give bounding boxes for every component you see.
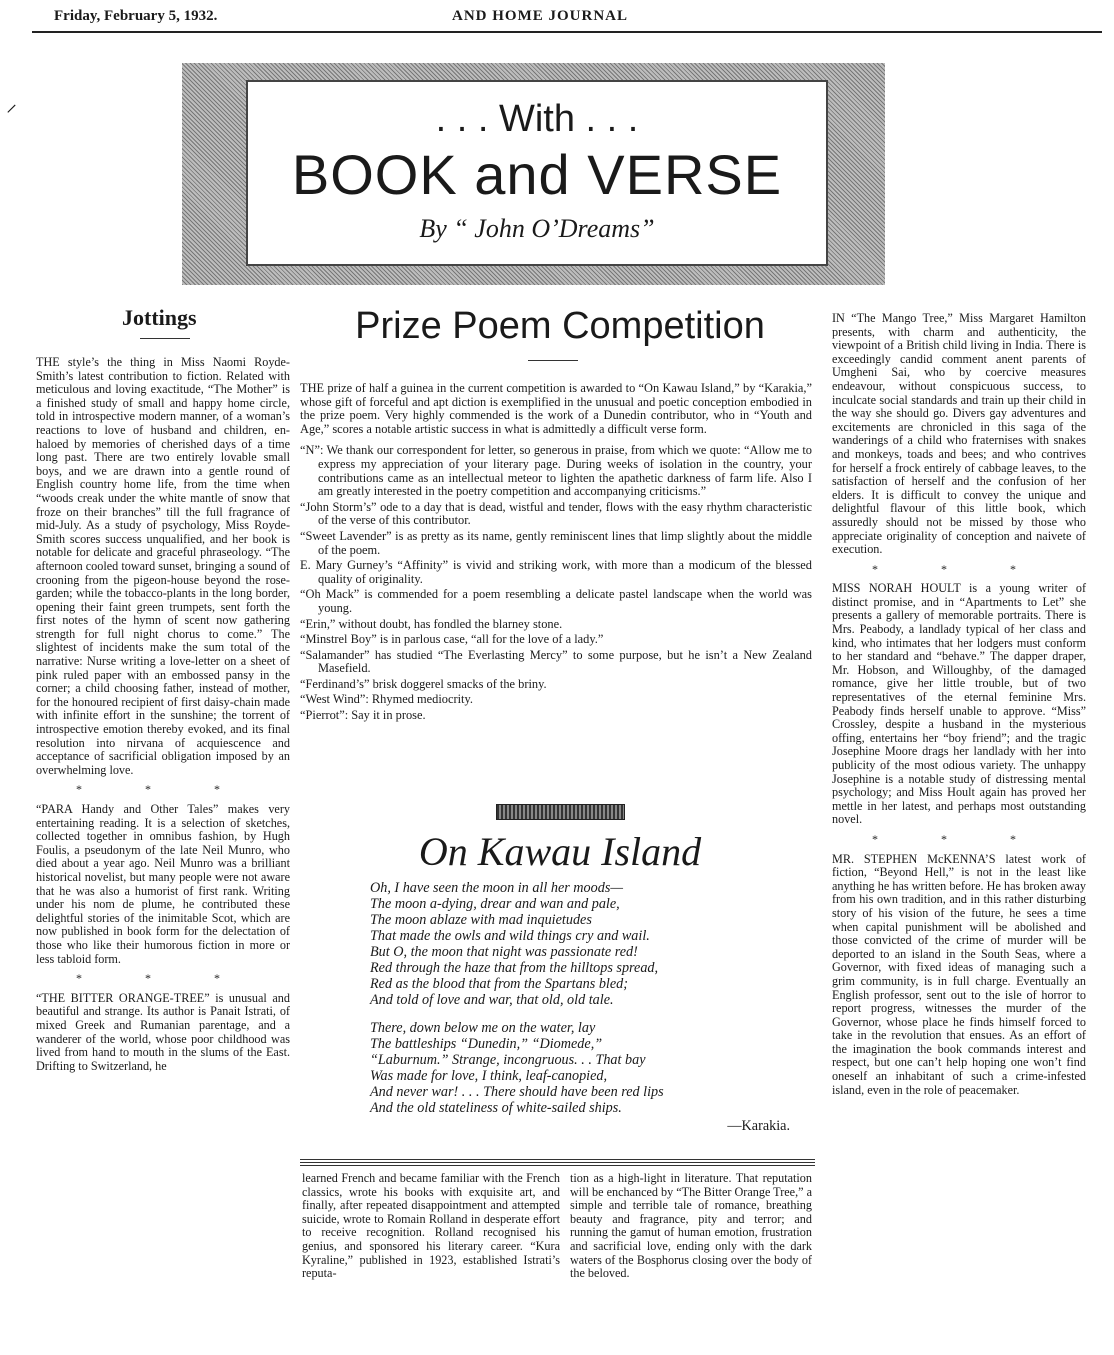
poem-rule xyxy=(300,1159,815,1163)
poem-line: Oh, I have seen the moon in all her moods— xyxy=(370,880,623,896)
margin-mark-icon: ⸝ xyxy=(6,91,18,116)
prize-notes xyxy=(300,444,812,722)
poem-line: And the old stateliness of white-sailed ships. xyxy=(370,1100,622,1116)
poem-line: There, down below me on the water, lay xyxy=(370,1020,596,1036)
poem-line: And never war! . . . There should have been red lips xyxy=(370,1084,664,1100)
poem-rule-thin xyxy=(300,1165,815,1166)
separator-stars: * * * xyxy=(872,831,1046,846)
prize-note: “Erin,” without doubt, has fondled the blarney stone. xyxy=(300,616,563,631)
prize-heading: Prize Poem Competition xyxy=(355,305,765,347)
continuation-col-2 xyxy=(570,1172,812,1283)
continuation-text-2: tion as a high-light in literature. That reputation will be enchanced by “The Bitter Orange Tree,” a simple and terrible tale of romance, breathing beauty and fragrance, pity and terror; and running the gamut of human emotion, frustration and sacrificial love, ending only with the dark waters of the Bosphorus closing over the body of the beloved. xyxy=(570,1171,812,1281)
continuation-text-1: learned French and became familiar with the French classics, wrote his books with exquisite art, and finally, after repeated disappointment and attempted suicide, wrote to Romain Rolland in desperate effort to receive recognition. Rolland recognised his genius, and sponsored his literary career. “Kura Kyraline,” published in 1923, established Istrati’s reputa- xyxy=(302,1171,560,1281)
prize-note: “Oh Mack” is commended for a poem resembling a delicate pastel landscape when the world was young. xyxy=(300,587,812,615)
poem-line: And told of love and war, that old, old tale. xyxy=(370,992,614,1008)
poem-line: But O, the moon that night was passionate red! xyxy=(370,944,638,960)
banner-with: . . . With . . . xyxy=(435,98,639,140)
prize-note: “West Wind”: Rhymed mediocrity. xyxy=(300,692,473,707)
journal-name: AND HOME JOURNAL xyxy=(452,8,628,24)
poem-line: Was made for love, I think, leaf-canopied, xyxy=(370,1068,608,1084)
prize-note: “John Storm’s” ode to a day that is dead, wistful and tender, flows with the easy rhythm characteristic of the verse of this contributor. xyxy=(300,499,812,528)
right-column xyxy=(832,312,1086,1099)
banner-frame xyxy=(246,80,828,266)
prize-rule xyxy=(528,360,578,361)
jottings-heading: Jottings xyxy=(122,305,197,330)
review-norah-hoult: MISS NORAH HOULT is a young writer of distinct promise, and in “Apartments to Let” she presents a gallery of memorable portraits. There is Mrs. Peabody, a landlady typical of her class and kind, who intimates that her lodgers must conform to her standard and “behave.” The dapper draper, Mr. Hobson, and Willoughby, of the damaged romance, give her little trouble, but of two representatives of the eternal feminine Mrs. Peabody finds herself unable to approve. “Miss” Crossley, despite a husband in the mysterious offing, entertains her “boy friend”; and the tragic Josephine Moore drags her landlady with her into publicity of the most odious variety. The unhappy Josephine is a notable study of distressing mental psychology; and Miss Hoult again has proved her mettle in her latest, and perhaps most outstanding novel. xyxy=(832,581,1086,827)
poem-line: The moon ablaze with mad inquietudes xyxy=(370,912,592,928)
prize-intro: THE prize of half a guinea in the current competition is awarded to “On Kawau Island,” by “Karakia,” whose gift of forceful and apt diction is exemplified in the unusual and poetic conception embodied in the prize poem. Very highly commended is the work of a Dunedin contributor, who in “Youth and Age,” scores a notable artistic success in what is admittedly a difficult verse form. xyxy=(300,381,812,436)
poem-line: The moon a-dying, drear and wan and pale, xyxy=(370,896,620,912)
banner-byline: By “ John O’Dreams” xyxy=(419,214,655,243)
jottings-rule xyxy=(140,338,190,339)
separator-stars: * * * xyxy=(76,782,250,797)
poem-stanza-1 xyxy=(370,880,790,1008)
jottings-para-handy: “PARA Handy and Other Tales” makes very entertaining reading. It is a selection of sketches, collected together in omnibus fashion, by Hugh Foulis, a pseudonym of the late Neil Munro, who died about a year ago. Neil Munro was a brilliant historical novelist, but many people were not aware that he was also a humorist of first rank. Writing under his nom de plume, he contributed these delightful stories of the inimitable Scot, which are now published in book form for the delectation of those who like their humorous fiction in more or less tabloid form. xyxy=(36,802,290,966)
page-header xyxy=(32,6,1094,30)
jottings-column xyxy=(36,356,290,1075)
poem-body xyxy=(370,880,790,1134)
separator-stars: * * * xyxy=(872,561,1046,576)
prize-note: “Pierrot”: Say it in prose. xyxy=(300,708,426,723)
header-rule xyxy=(32,31,1102,33)
ornament-divider xyxy=(496,804,625,820)
title-banner xyxy=(182,63,885,285)
poem-line: The battleships “Dunedin,” “Diomede,” xyxy=(370,1036,603,1052)
prize-note: “N”: We thank our correspondent for letter, so generous in praise, from which we quote: “Allow me to express my appreciation of your literary page. During weeks of isolation in the country, your contributions came as an intellectual meteor to lighten the apathetic darkness of farm life. Also I am greatly interested in the poetry competition and accompanying criticisms.” xyxy=(300,443,812,499)
poem-line: Red through the haze that from the hilltops spread, xyxy=(370,960,659,976)
poem-line: Red as the blood that from the Spartans bled; xyxy=(370,976,628,992)
prize-note: “Ferdinand’s” brisk doggerel smacks of the briny. xyxy=(300,676,547,691)
poem-stanza-2 xyxy=(370,1020,790,1116)
banner-title: BOOK and VERSE xyxy=(291,143,783,206)
poem-title: On Kawau Island xyxy=(418,829,702,874)
poem-line: That made the owls and wild things cry and wail. xyxy=(370,928,650,944)
prize-column xyxy=(300,382,812,725)
prize-note: E. Mary Gurney’s “Affinity” is vivid and striking work, with more than a modicum of the blessed quality of originality. xyxy=(300,558,812,586)
poem-signature: —Karakia. xyxy=(727,1118,790,1134)
review-mango-tree: IN “The Mango Tree,” Miss Margaret Hamilton presents, with charm and authenticity, the viewpoint of a British child living in India. There is exceedingly candid comment anent parents of Umgheni Sai, who by coercive measures endeavour, without conspicuous success, to inculcate social standards and train up their child in the way she should go. Divers gay adventures and excitements are chronicled in this saga of the wanderings of a child who fraternises with snakes and monkeys, toads and bees; and who contrives for herself a frock entirely of cabbage leaves, to the satisfaction of herself and the confusion of her elders. It is difficult to convey the unique and delightful flavour of this little book, which assuredly should not be missed by those who appreciate originality of conception and naivete of execution. xyxy=(832,311,1086,557)
poem-line: “Laburnum.” Strange, incongruous. . . That bay xyxy=(370,1052,646,1068)
prize-note: “Minstrel Boy” is in parlous case, “all for the love of a lady.” xyxy=(300,632,604,647)
issue-date: Friday, February 5, 1932. xyxy=(54,8,218,24)
prize-note: “Sweet Lavender” is as pretty as its name, gently reminiscent lines that limp slightly about the middle of the poem. xyxy=(300,528,812,557)
jottings-royde-smith: THE style’s the thing in Miss Naomi Royde-Smith’s latest contribution to fiction. Related with meticulous and loving exactitude, “The Mother” is a finished study of small and happy home circle, told in introspective modern manner, of a woman’s reactions to love of husband and children, en-haloed by memories of cherished days of a time long past. There are two entirely lovable small boys, and we are drawn into a gentle round of English country home life, from the time when “woods creak under the white mantle of snow that froze on their branches” till the full fragrance of mid-July. As a study of psychology, Miss Royde-Smith scores success unqualified, and her book is notable for delicate and graceful phraseology. “The afternoon cooled toward sunset, bringing a sound of crooning from the pigeon-house beyond the rose-garden; while the tobacco-plants in the long border, opening their faint green trumpets, sent forth the first notes of the hymn of scent now gathering strength for full night chorus to come.” The slightest of incidents make the sum total of the narrative: Nurse writing a love-letter on a sheet of pink ruled paper with an embossed pansy in the corner; a child choosing father, instead of mother, for the honoured recipient of first daisy-chain made with infinite effort in the sunshine; the torrent of introspective emotion thereby evoked, and its final resolution into nirvana of acquiescence and acceptance of sacrificial obligation imposed by an overwhelming love. xyxy=(36,355,290,777)
separator-stars: * * * xyxy=(76,971,250,986)
continuation-col-1 xyxy=(302,1172,560,1283)
prize-note: “Salamander” has studied “The Everlasting Mercy” to some purpose, but he isn’t a New Zealand Masefield. xyxy=(300,647,812,676)
jottings-bitter-orange: “THE BITTER ORANGE-TREE” is unusual and beautiful and strange. Its author is Panait Istrati, of mixed Greek and Rumanian parentage, and a wanderer of the world, whose poor childhood was lived from hand to mouth in the slums of the East. Drifting to Switzerland, he xyxy=(36,990,290,1073)
review-beyond-hell: MR. STEPHEN McKENNA’S latest work of fiction, “Beyond Hell,” is not in the least like anything he has written before. He has broken away from his own tradition, and in this rather disturbing story of his vision of the future, he sees a time when capital punishment will be abolished and those convicted of the crime of murder will be deported to an island in the South Seas, where a Governor, with fixed ideas of managing such a grim community, is in full charge. Eventually an English professor, sent out to the isle of horror to report progress, witnesses the murder of the Governor, whose place he finds himself forced to take in the revolution that ensues. As an effort of the imagination the book commands interest and respect, but one can’t help hoping one won’t find oneself an inhabitant of such a crime-infested island, even in the role of peacemaker. xyxy=(832,851,1086,1097)
